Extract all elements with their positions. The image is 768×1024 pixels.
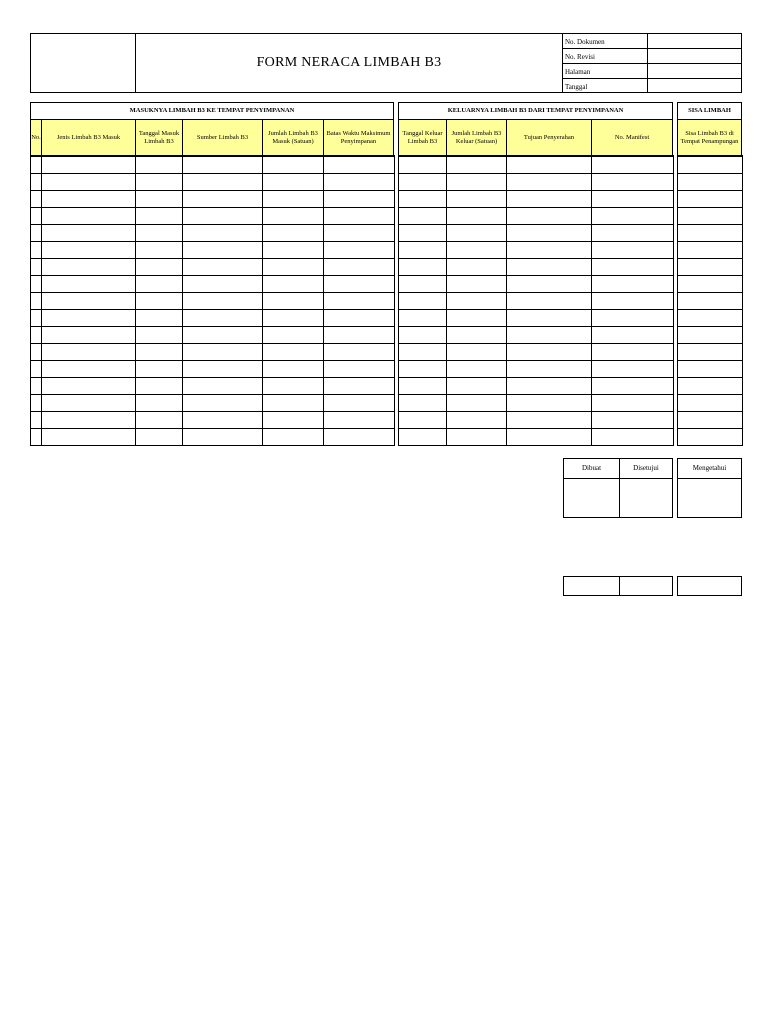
table-row [31,360,395,377]
table-cell[interactable] [592,156,674,173]
table-cell[interactable] [263,156,324,173]
table-cell[interactable] [678,292,743,309]
table-cell[interactable] [136,326,183,343]
table-cell[interactable] [42,190,136,207]
table-cell[interactable] [183,411,263,428]
table-in-body [30,155,395,446]
table-row [31,343,395,360]
table-cell[interactable] [507,411,592,428]
table-cell[interactable] [42,326,136,343]
table-cell[interactable] [324,156,395,173]
table-row [31,326,395,343]
table-row [399,309,674,326]
table-cell[interactable] [678,275,743,292]
logo-area [31,34,134,92]
header-meta-row-line [562,63,742,64]
table-cell[interactable] [592,258,674,275]
table-cell[interactable] [507,275,592,292]
table-cell[interactable] [324,275,395,292]
table-cell[interactable] [447,360,507,377]
table-cell[interactable] [263,394,324,411]
table-cell[interactable] [324,224,395,241]
table-cell[interactable] [31,190,42,207]
table-cell[interactable] [507,326,592,343]
table-cell[interactable] [592,224,674,241]
column-header-batas-waktu: Batas Waktu Maksimum Penyimpanan [326,129,391,145]
table-row [678,224,743,241]
table-cell[interactable] [136,190,183,207]
table-cell[interactable] [324,377,395,394]
table-row [31,190,395,207]
table-row [678,428,743,445]
table-cell[interactable] [324,394,395,411]
table-cell[interactable] [447,275,507,292]
table-cell[interactable] [447,224,507,241]
meta-label-tanggal: Tanggal [565,83,588,91]
table-cell[interactable] [136,377,183,394]
table-cell[interactable] [42,377,136,394]
table-cell[interactable] [447,258,507,275]
table-cell[interactable] [263,292,324,309]
table-cell[interactable] [31,224,42,241]
table-row [399,173,674,190]
table-cell[interactable] [42,258,136,275]
table-cell[interactable] [183,292,263,309]
table-row [399,377,674,394]
table-row [678,343,743,360]
table-cell[interactable] [399,173,447,190]
table-row [678,258,743,275]
table-cell[interactable] [678,343,743,360]
table-cell[interactable] [136,258,183,275]
table-cell[interactable] [399,258,447,275]
table-row [678,377,743,394]
table-cell[interactable] [31,173,42,190]
table-cell[interactable] [447,428,507,445]
table-cell[interactable] [447,411,507,428]
table-cell[interactable] [42,207,136,224]
table-cell[interactable] [592,428,674,445]
table-cell[interactable] [399,343,447,360]
table-cell[interactable] [136,343,183,360]
table-cell[interactable] [263,377,324,394]
table-cell[interactable] [678,156,743,173]
table-cell[interactable] [678,190,743,207]
table-cell[interactable] [447,173,507,190]
table-cell[interactable] [592,394,674,411]
meta-label-no-revisi: No. Revisi [565,53,595,61]
table-cell[interactable] [592,411,674,428]
table-row [399,428,674,445]
column-header-jenis-masuk: Jenis Limbah B3 Masuk [56,133,121,141]
table-cell[interactable] [507,309,592,326]
table-cell[interactable] [592,326,674,343]
signature-label-mengetahui: Mengetahui [692,464,727,472]
signature-label-disetujui: Disetujui [633,464,659,472]
table-cell[interactable] [399,156,447,173]
table-cell[interactable] [447,309,507,326]
table-row [399,207,674,224]
table-cell[interactable] [183,224,263,241]
signature-label-dibuat: Dibuat [581,464,602,472]
table-cell[interactable] [447,156,507,173]
table-cell[interactable] [136,241,183,258]
table-cell[interactable] [324,343,395,360]
table-cell[interactable] [42,360,136,377]
table-cell[interactable] [507,394,592,411]
name-box-divider [619,576,620,596]
table-cell[interactable] [678,326,743,343]
table-cell[interactable] [42,394,136,411]
column-header-jumlah-keluar: Jumlah Limbah B3 Keluar (Satuan) [451,129,502,145]
table-cell[interactable] [678,411,743,428]
table-cell[interactable] [507,360,592,377]
table-cell[interactable] [31,156,42,173]
table-row [678,411,743,428]
table-row [678,275,743,292]
table-cell[interactable] [263,343,324,360]
table-cell[interactable] [263,428,324,445]
table-cell[interactable] [42,173,136,190]
table-cell[interactable] [592,207,674,224]
table-cell[interactable] [183,173,263,190]
table-cell[interactable] [447,241,507,258]
table-cell[interactable] [507,428,592,445]
column-header-no: No. [31,133,41,141]
table-row [399,190,674,207]
table-row [678,241,743,258]
table-cell[interactable] [263,241,324,258]
table-cell[interactable] [399,428,447,445]
table-cell[interactable] [324,258,395,275]
table-cell[interactable] [399,275,447,292]
table-out-body [398,155,674,446]
signature-area-disetujui[interactable] [620,479,672,517]
signature-area-mengetahui[interactable] [678,479,741,517]
name-box-right[interactable] [677,576,742,596]
table-cell[interactable] [31,326,42,343]
table-cell[interactable] [31,411,42,428]
table-cell[interactable] [324,190,395,207]
table-cell[interactable] [42,224,136,241]
table-cell[interactable] [592,343,674,360]
table-cell[interactable] [592,241,674,258]
table-row [399,360,674,377]
table-cell[interactable] [507,292,592,309]
table-cell[interactable] [324,309,395,326]
table-cell[interactable] [42,411,136,428]
table-cell[interactable] [592,377,674,394]
table-cell[interactable] [263,258,324,275]
column-header-tanggal-masuk: Tanggal Masuk Limbah B3 [138,129,180,145]
table-cell[interactable] [42,292,136,309]
table-cell[interactable] [399,224,447,241]
table-row [31,394,395,411]
table-cell[interactable] [592,173,674,190]
table-row [31,156,395,173]
table-cell[interactable] [507,190,592,207]
table-cell[interactable] [592,275,674,292]
table-cell[interactable] [324,241,395,258]
header-meta-row-line [562,78,742,79]
table-cell[interactable] [136,411,183,428]
table-cell[interactable] [507,156,592,173]
table-cell[interactable] [507,377,592,394]
meta-label-halaman: Halaman [565,68,591,76]
table-cell[interactable] [31,360,42,377]
table-cell[interactable] [31,428,42,445]
table-cell[interactable] [136,173,183,190]
table-cell[interactable] [183,156,263,173]
table-cell[interactable] [447,326,507,343]
table-row [399,275,674,292]
table-cell[interactable] [507,224,592,241]
table-cell[interactable] [678,309,743,326]
table-row [399,411,674,428]
table-cell[interactable] [31,292,42,309]
table-cell[interactable] [447,292,507,309]
table-cell[interactable] [592,292,674,309]
table-cell[interactable] [263,360,324,377]
table-row [678,394,743,411]
table-cell[interactable] [678,258,743,275]
table-row [31,309,395,326]
table-cell[interactable] [42,309,136,326]
table-row [31,207,395,224]
table-row [31,428,395,445]
table-cell[interactable] [183,360,263,377]
table-cell[interactable] [678,224,743,241]
table-row [31,275,395,292]
table-cell[interactable] [324,411,395,428]
table-cell[interactable] [31,343,42,360]
table-row [678,173,743,190]
table-row [399,292,674,309]
table-cell[interactable] [399,207,447,224]
table-row [399,156,674,173]
table-cell[interactable] [183,207,263,224]
column-header-jumlah-masuk: Jumlah Limbah B3 Masuk (Satuan) [268,129,318,145]
table-cell[interactable] [263,411,324,428]
table-cell[interactable] [678,394,743,411]
table-cell[interactable] [399,377,447,394]
table-cell[interactable] [399,326,447,343]
name-box-left[interactable] [563,576,673,596]
section-out-title: KELUARNYA LIMBAH B3 DARI TEMPAT PENYIMPANAN [447,107,624,114]
table-cell[interactable] [592,360,674,377]
table-row [31,241,395,258]
table-cell[interactable] [447,190,507,207]
table-cell[interactable] [183,309,263,326]
table-row [31,377,395,394]
table-cell[interactable] [324,326,395,343]
table-cell[interactable] [507,207,592,224]
table-row [31,224,395,241]
column-header-sumber: Sumber Limbah B3 [196,133,249,141]
table-cell[interactable] [399,309,447,326]
table-cell[interactable] [507,343,592,360]
table-row [399,241,674,258]
table-cell[interactable] [399,411,447,428]
table-cell[interactable] [399,292,447,309]
table-cell[interactable] [678,360,743,377]
table-cell[interactable] [136,224,183,241]
table-cell[interactable] [42,275,136,292]
section-in-title: MASUKNYA LIMBAH B3 KE TEMPAT PENYIMPANAN [129,107,295,114]
table-cell[interactable] [263,275,324,292]
table-cell[interactable] [31,394,42,411]
table-cell[interactable] [324,292,395,309]
table-cell[interactable] [136,275,183,292]
table-row [31,173,395,190]
table-cell[interactable] [183,190,263,207]
table-cell[interactable] [678,241,743,258]
table-cell[interactable] [42,241,136,258]
table-cell[interactable] [136,207,183,224]
table-cell[interactable] [263,173,324,190]
column-header-tujuan: Tujuan Penyerahan [523,133,575,141]
table-row [678,292,743,309]
table-cell[interactable] [592,190,674,207]
table-cell[interactable] [263,309,324,326]
table-cell[interactable] [136,156,183,173]
table-cell[interactable] [31,207,42,224]
table-cell[interactable] [183,326,263,343]
column-header-sisa: Sisa Limbah B3 di Tempat Penampungan [680,129,739,145]
table-cell[interactable] [136,309,183,326]
table-cell[interactable] [324,360,395,377]
table-cell[interactable] [507,173,592,190]
table-cell[interactable] [183,258,263,275]
table-cell[interactable] [136,360,183,377]
table-cell[interactable] [678,207,743,224]
table-cell[interactable] [678,173,743,190]
table-cell[interactable] [183,377,263,394]
table-cell[interactable] [399,360,447,377]
table-cell[interactable] [183,241,263,258]
document-title: FORM NERACA LIMBAH B3 [256,55,442,70]
table-cell[interactable] [42,156,136,173]
table-cell[interactable] [42,343,136,360]
table-cell[interactable] [136,394,183,411]
table-row [31,258,395,275]
table-cell[interactable] [183,275,263,292]
table-row [31,411,395,428]
table-cell[interactable] [324,428,395,445]
table-row [399,258,674,275]
table-cell[interactable] [31,377,42,394]
table-cell[interactable] [183,343,263,360]
table-cell[interactable] [136,292,183,309]
signature-area-dibuat[interactable] [564,479,619,517]
table-cell[interactable] [507,241,592,258]
table-row [678,207,743,224]
section-rest-title: SISA LIMBAH [688,107,731,114]
table-row [678,309,743,326]
table-cell[interactable] [447,377,507,394]
table-cell[interactable] [183,428,263,445]
column-header-tanggal-keluar: Tanggal Keluar Limbah B3 [402,129,443,145]
table-row [31,292,395,309]
table-cell[interactable] [31,309,42,326]
table-cell[interactable] [263,224,324,241]
table-row [678,156,743,173]
table-cell[interactable] [678,377,743,394]
table-cell[interactable] [31,275,42,292]
table-cell[interactable] [263,190,324,207]
table-cell[interactable] [507,258,592,275]
table-row [678,190,743,207]
table-row [399,326,674,343]
table-cell[interactable] [263,207,324,224]
table-cell[interactable] [31,241,42,258]
table-cell[interactable] [399,394,447,411]
table-cell[interactable] [263,326,324,343]
table-row [399,343,674,360]
meta-label-no-dokumen: No. Dokumen [565,38,605,46]
header-meta-row-line [562,48,742,49]
column-header-manifest: No. Manifest [614,133,650,141]
table-cell[interactable] [447,343,507,360]
table-cell[interactable] [183,394,263,411]
table-cell[interactable] [592,309,674,326]
table-cell[interactable] [447,207,507,224]
table-cell[interactable] [324,207,395,224]
table-row [678,326,743,343]
table-cell[interactable] [399,190,447,207]
table-cell[interactable] [678,428,743,445]
table-row [399,224,674,241]
table-cell[interactable] [42,428,136,445]
table-cell[interactable] [447,394,507,411]
table-cell[interactable] [324,173,395,190]
table-cell[interactable] [136,428,183,445]
table-row [678,360,743,377]
table-cell[interactable] [399,241,447,258]
table-rest-body [677,155,743,446]
table-cell[interactable] [31,258,42,275]
table-row [399,394,674,411]
